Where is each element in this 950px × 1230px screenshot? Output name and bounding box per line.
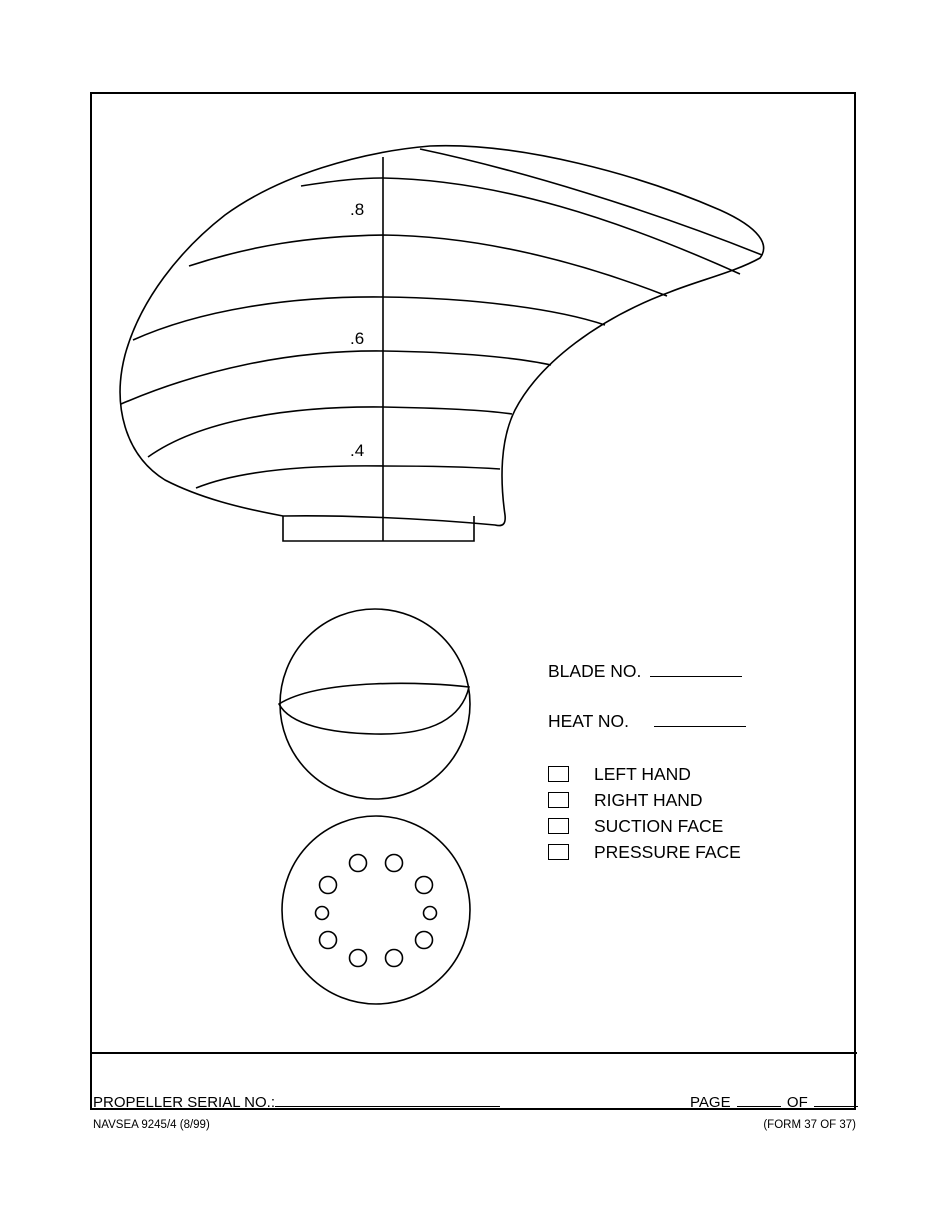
propeller-serial-input[interactable]	[275, 1092, 500, 1107]
checkbox-suction-face[interactable]	[548, 815, 724, 837]
heat-no-input[interactable]	[654, 712, 746, 727]
blade-outline	[120, 146, 763, 526]
page-number-input[interactable]	[737, 1092, 781, 1107]
sphere-view-outline	[280, 609, 470, 799]
bolt-hole	[350, 950, 367, 967]
bolt-hole	[416, 877, 433, 894]
propeller-serial-label: PROPELLER SERIAL NO.:	[93, 1094, 276, 1111]
section-line	[189, 235, 667, 296]
radius-label-0-6: .6	[350, 329, 365, 348]
checkbox-box[interactable]	[548, 818, 569, 834]
blade-no-input[interactable]	[650, 662, 742, 677]
checkbox-label: PRESSURE FACE	[594, 842, 741, 862]
checkbox-label: SUCTION FACE	[594, 816, 724, 836]
checkbox-right-hand[interactable]	[548, 789, 703, 811]
checkbox-label: RIGHT HAND	[594, 790, 703, 810]
propeller-serial-field	[93, 1092, 500, 1111]
page-total-input[interactable]	[814, 1092, 858, 1107]
blade-no-label: BLADE NO.	[548, 661, 642, 681]
bolt-hole	[350, 855, 367, 872]
page-field	[690, 1092, 858, 1111]
bolt-hole	[320, 932, 337, 949]
blade-no-field	[548, 661, 742, 682]
section-line	[196, 466, 500, 488]
section-line	[121, 351, 551, 404]
blade-hub	[283, 516, 474, 541]
form-id: NAVSEA 9245/4 (8/99)	[93, 1119, 210, 1131]
checkbox-box[interactable]	[548, 792, 569, 808]
section-line	[148, 407, 512, 457]
checkbox-box[interactable]	[548, 844, 569, 860]
checkbox-pressure-face[interactable]	[548, 841, 741, 863]
heat-no-field	[548, 711, 746, 732]
bolt-hole	[316, 907, 329, 920]
checkbox-left-hand[interactable]	[548, 763, 691, 785]
radius-label-0-4: .4	[350, 441, 365, 460]
form-number: (FORM 37 OF 37)	[763, 1119, 856, 1131]
radius-label-0-8: .8	[350, 200, 365, 219]
checkbox-box[interactable]	[548, 766, 569, 782]
bolt-hole	[320, 877, 337, 894]
section-line	[133, 297, 605, 340]
checkbox-label: LEFT HAND	[594, 764, 691, 784]
page-label: PAGE	[690, 1094, 731, 1111]
heat-no-label: HEAT NO.	[548, 711, 630, 731]
sphere-section-curve	[279, 683, 469, 734]
bolt-hole	[416, 932, 433, 949]
bolt-hole	[386, 950, 403, 967]
bolt-hole	[424, 907, 437, 920]
section-line	[420, 149, 762, 255]
bolt-hole	[386, 855, 403, 872]
of-label: OF	[786, 1094, 808, 1111]
bolt-circle-view-outline	[282, 816, 470, 1004]
